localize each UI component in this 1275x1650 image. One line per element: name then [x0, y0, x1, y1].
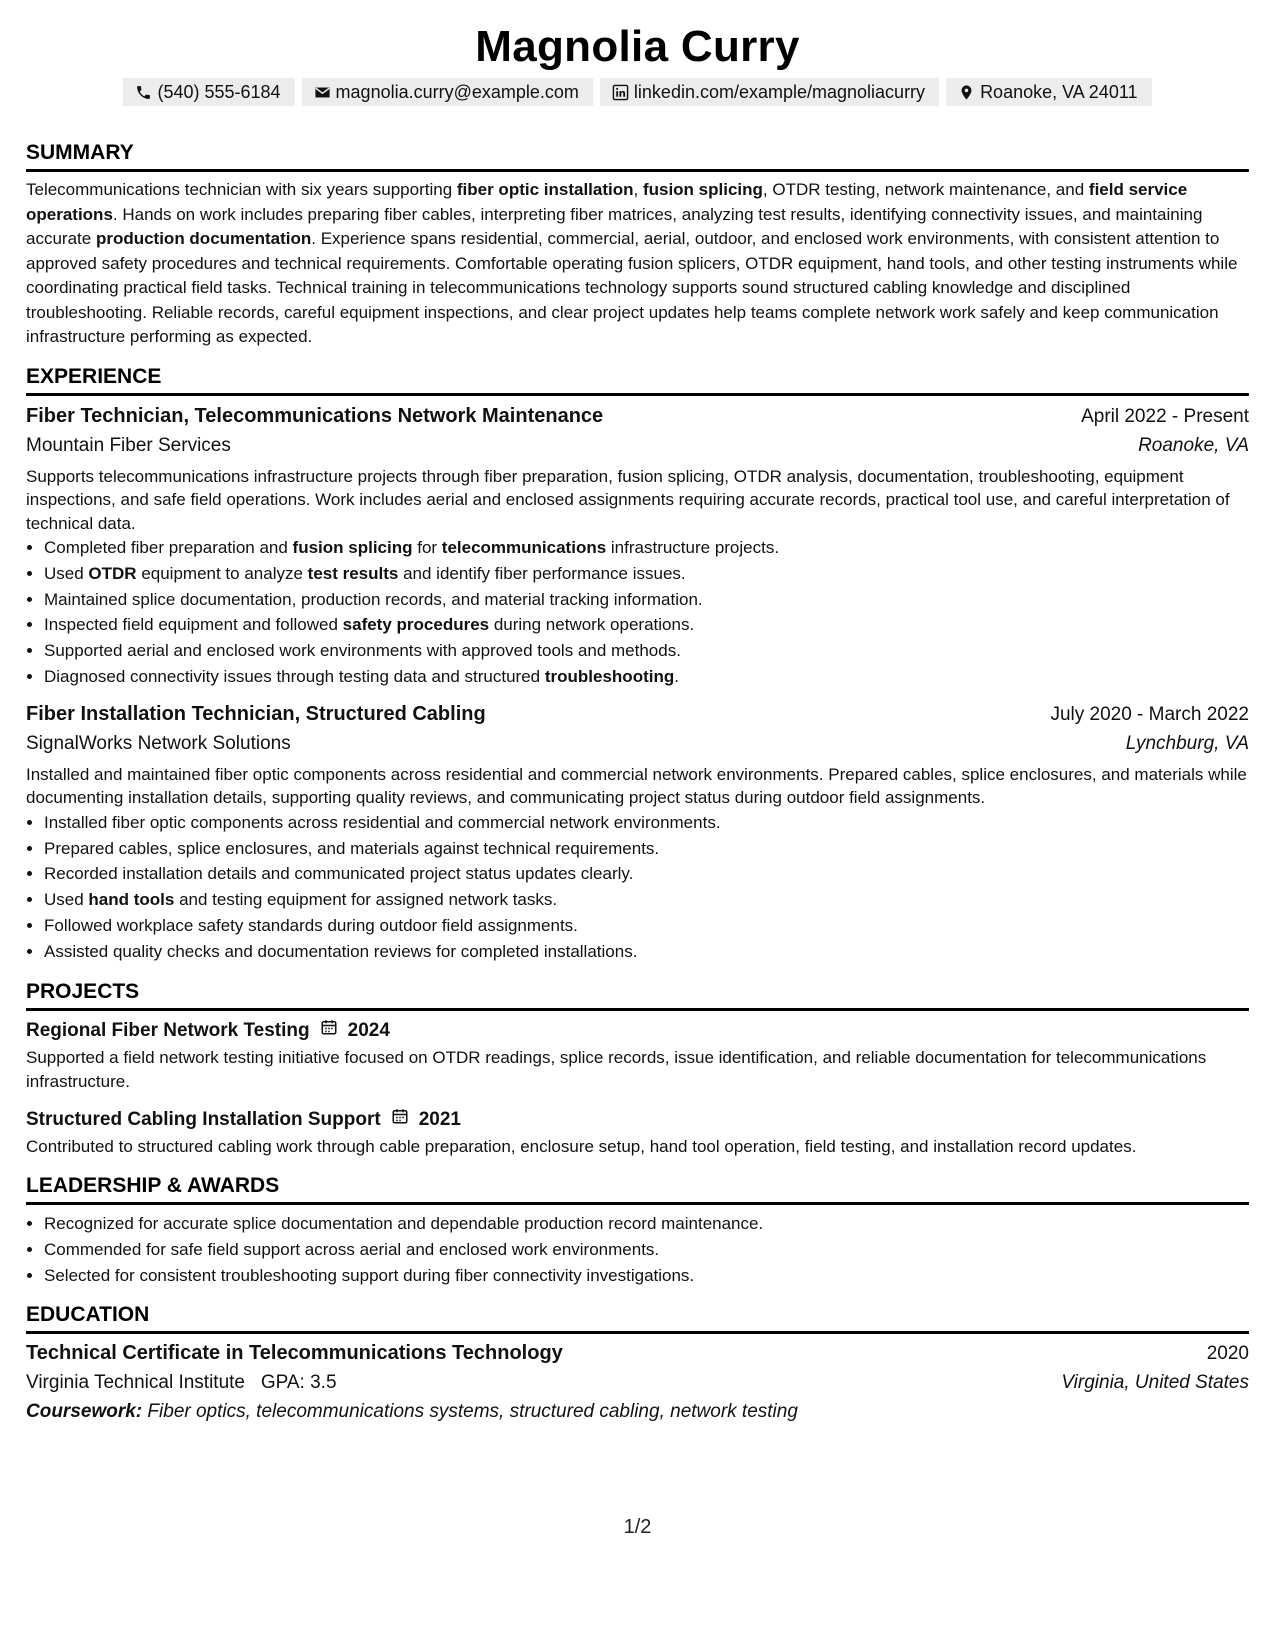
text-run: , OTDR testing, network maintenance, and	[762, 180, 1089, 199]
list-item	[44, 887, 1249, 913]
project-description: Contributed to structured cabling work through cable preparation, enclosure setup, hand tool operation, field testing, and installation record updates.	[26, 1136, 1137, 1156]
project-entry	[26, 1018, 1249, 1095]
emphasis-text: test results	[307, 563, 399, 583]
text-run: . Experience spans residential, commercial, aerial, outdoor, and enclosed work environments, with consistent attention to approved safety procedures and technical requirements. Comfortable operating fusion splicers, OTDR equipment, hand tools, and other testing instruments while coordinating practical field tasks. Technical training in telecommunications technology supports sound structured cabling knowledge and disciplined troubleshooting. Reliable records, careful equipment inspections, and clear project updates help teams complete network work safely and keep communication infrastructure performing as expected.	[26, 229, 1238, 346]
projects-heading: PROJECTS	[26, 979, 1249, 1011]
text-run: .	[674, 666, 679, 686]
text-run: ,	[633, 180, 643, 199]
emphasis-text: telecommunications	[441, 538, 607, 557]
summary-heading: SUMMARY	[26, 140, 1249, 172]
job-description: Installed and maintained fiber optic components across residential and commercial network environments. Prepared cables, splice enclosures, and materials while documenting installation details, supporting quality reviews, and communicating project status during outdoor field assignments.	[26, 764, 1247, 808]
linkedin-icon	[612, 84, 629, 101]
list-item	[44, 861, 1249, 887]
experience-heading: EXPERIENCE	[26, 364, 1249, 396]
list-item	[44, 836, 1249, 862]
list-item	[44, 535, 1249, 561]
job-location: Roanoke, VA	[1138, 434, 1249, 456]
linkedin-link[interactable]: linkedin.com/example/magnoliacurry	[633, 82, 926, 102]
list-item: • Commended for safe field support across aerial and enclosed work environments.	[44, 1237, 1249, 1263]
leadership-section	[26, 1173, 1249, 1288]
emphasis-text: OTDR	[88, 563, 137, 583]
coursework-list: Fiber optics, telecommunications systems, structured cabling, network testing	[147, 1401, 798, 1423]
text-run: Assisted quality checks and documentation reviews for completed installations.	[44, 941, 638, 961]
text-run: equipment to analyze	[136, 563, 308, 583]
project-description: Supported a field network testing initiative focused on OTDR readings, splice records, issue identification, and reliable documentation for telecommunications infrastructure.	[26, 1047, 1207, 1092]
list-item	[44, 939, 1249, 965]
emphasis-text: fiber optic installation	[456, 180, 634, 199]
candidate-name: Magnolia Curry	[475, 22, 800, 71]
leadership-heading: LEADERSHIP & AWARDS	[26, 1173, 1249, 1205]
emphasis-text: troubleshooting	[544, 666, 675, 686]
experience-section	[26, 364, 1249, 965]
text-run: Used	[44, 890, 89, 910]
project-year: 2021	[418, 1108, 461, 1130]
summary-text	[26, 178, 1249, 350]
contact-email	[302, 78, 593, 106]
contact-bar	[26, 78, 1249, 106]
text-run: . Hands on work includes preparing fiber cables, interpreting fiber matrices, analyzing test results, identifying connectivity issues, and maintaining accurate	[26, 204, 1203, 248]
emphasis-text: production documentation	[95, 229, 312, 248]
mail-icon	[314, 84, 331, 101]
emphasis-text: safety procedures	[342, 615, 490, 635]
page-number: 1/2	[623, 1516, 652, 1538]
emphasis-text: field service operations	[26, 180, 1188, 224]
summary-section	[26, 140, 1249, 350]
text-run: Followed workplace safety standards during outdoor field assignments.	[44, 915, 578, 935]
graduation-year: 2020	[1206, 1343, 1249, 1365]
job-title: Fiber Installation Technician, Structured Cabling	[26, 702, 486, 725]
text-run: Installed fiber optic components across residential and commercial network environments.	[44, 812, 721, 832]
coursework-label: Coursework:	[26, 1401, 143, 1423]
text-run: for	[412, 538, 442, 557]
job-description: Supports telecommunications infrastructure projects through fiber preparation, fusion splicing, OTDR analysis, documentation, troubleshooting, equipment inspections, and safe field operations. Work includes aerial and enclosed assignments requiring accurate records, practical tool use, and careful interpretation of technical data.	[26, 466, 1230, 533]
text-run: during network operations.	[489, 615, 695, 635]
list-item	[44, 664, 1249, 690]
contact-linkedin	[600, 78, 939, 106]
emphasis-text: hand tools	[88, 890, 175, 910]
company-name: SignalWorks Network Solutions	[26, 732, 291, 754]
project-entry	[26, 1107, 1249, 1160]
text-run: Prepared cables, splice enclosures, and materials against technical requirements.	[44, 838, 660, 858]
text-run: Supported aerial and enclosed work environments with approved tools and methods.	[44, 641, 681, 661]
phone-text[interactable]: (540) 555-6184	[157, 82, 281, 102]
project-name: Regional Fiber Network Testing	[26, 1019, 310, 1041]
resume-page	[26, 18, 1249, 1426]
text-run: Diagnosed connectivity issues through testing data and structured	[44, 666, 545, 686]
job-bullets	[26, 810, 1249, 965]
gpa: GPA: 3.5	[260, 1372, 337, 1394]
list-item: • Selected for consistent troubleshooting support during fiber connectivity investigations.	[44, 1263, 1249, 1289]
projects-section	[26, 979, 1249, 1160]
contact-location	[946, 78, 1151, 106]
email-link[interactable]: magnolia.curry@example.com	[335, 82, 579, 102]
text-run: Inspected field equipment and followed	[44, 615, 343, 635]
emphasis-text: fusion splicing	[292, 538, 413, 557]
job-title: Fiber Technician, Telecommunications Network Maintenance	[26, 404, 604, 427]
list-item	[44, 587, 1249, 613]
list-item: • Recognized for accurate splice documentation and dependable production record maintenance.	[44, 1211, 1249, 1237]
location-text: Roanoke, VA 24011	[980, 82, 1138, 102]
list-item	[44, 810, 1249, 836]
job-entry	[26, 402, 1249, 690]
list-item	[44, 638, 1249, 664]
text-run: and testing equipment for assigned network tasks.	[174, 890, 558, 910]
phone-icon	[135, 84, 152, 101]
list-item	[44, 561, 1249, 587]
map-pin-icon	[958, 84, 975, 101]
emphasis-text: fusion splicing	[642, 180, 763, 199]
text-run: Maintained splice documentation, production records, and material tracking information.	[44, 589, 703, 609]
text-run: infrastructure projects.	[606, 538, 780, 557]
job-bullets	[26, 535, 1249, 690]
job-entry	[26, 700, 1249, 965]
company-name: Mountain Fiber Services	[26, 434, 231, 456]
contact-phone	[123, 78, 294, 106]
job-location: Lynchburg, VA	[1125, 732, 1249, 754]
job-dates: July 2020 - March 2022	[1050, 703, 1249, 725]
calendar-icon	[391, 1107, 409, 1133]
calendar-icon	[320, 1018, 338, 1044]
job-dates: April 2022 - Present	[1081, 405, 1249, 427]
text-run: Recorded installation details and communicated project status updates clearly.	[44, 864, 634, 884]
list-item	[44, 913, 1249, 939]
education-heading: EDUCATION	[26, 1302, 1249, 1334]
text-run: Completed fiber preparation and	[44, 538, 293, 557]
school-line	[26, 1368, 337, 1398]
list-item	[44, 612, 1249, 638]
text-run: Used	[44, 563, 89, 583]
school-location: Virginia, United States	[1061, 1372, 1249, 1394]
project-name: Structured Cabling Installation Support	[26, 1108, 381, 1130]
coursework	[26, 1398, 1249, 1426]
degree-title: Technical Certificate in Telecommunications Technology	[26, 1342, 563, 1365]
education-section	[26, 1302, 1249, 1426]
school-name: Virginia Technical Institute	[26, 1372, 245, 1394]
text-run: Telecommunications technician with six years supporting	[26, 180, 457, 199]
leadership-list	[26, 1211, 1249, 1288]
project-year: 2024	[347, 1019, 390, 1041]
text-run: and identify fiber performance issues.	[398, 563, 686, 583]
